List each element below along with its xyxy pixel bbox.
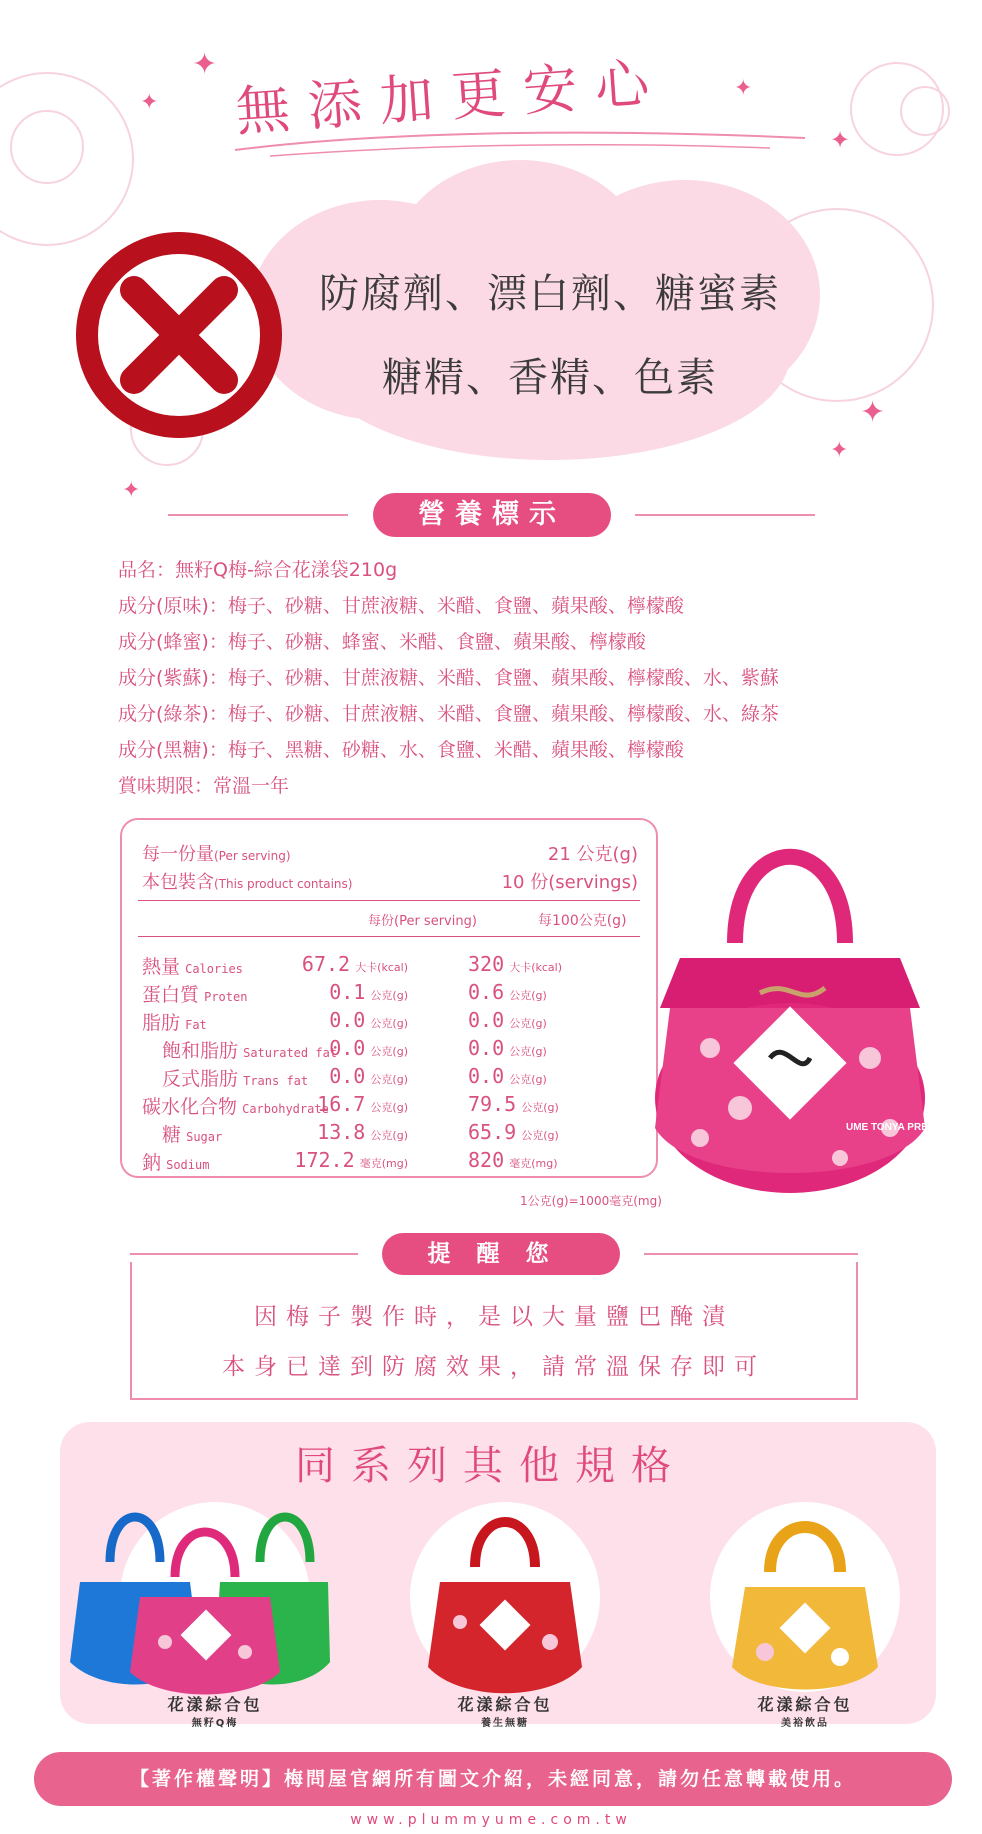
nutrient-per-serving: 0.0	[329, 1008, 366, 1032]
ingredient-line: 成分(蜂蜜)：梅子、砂糖、蜂蜜、米醋、食鹽、蘋果酸、檸檬酸	[118, 631, 646, 653]
sparkle-icon: ✦	[830, 438, 849, 463]
series-title: 同系列其他規格	[295, 1443, 687, 1489]
ingredient-list	[118, 552, 938, 804]
ingredient-line: 品名：無籽Q梅-綜合花漾袋210g	[118, 559, 398, 581]
nutrient-name: 糖	[162, 1124, 182, 1146]
ingredient-line: 成分(原味)：梅子、砂糖、甘蔗液糖、米醋、食鹽、蘋果酸、檸檬酸	[118, 595, 684, 617]
product-subtitle: 養生無糖	[481, 1718, 529, 1729]
product-image	[70, 1502, 330, 1692]
nutrient-name-en: Trans fat	[243, 1074, 309, 1088]
nutrient-per-serving: 0.1	[329, 980, 366, 1004]
col-per-100g: 每100公克(g)	[538, 913, 627, 929]
nutrient-unit: 公克(g)	[521, 1129, 559, 1142]
sparkle-icon: ✦	[122, 478, 141, 503]
hero-line-2: 糖精、香精、色素	[382, 355, 718, 401]
product-image	[710, 1502, 900, 1692]
nutrient-unit: 大卡(kcal)	[355, 961, 408, 974]
divider	[168, 514, 348, 516]
nutrient-name: 鈉	[142, 1152, 162, 1174]
unit-footnote: 1公克(g)=1000毫克(mg)	[520, 1194, 662, 1208]
contains-label-en: (This product contains)	[214, 877, 353, 891]
ingredient-line: 賞味期限：常溫一年	[118, 775, 290, 797]
nutrient-unit: 公克(g)	[370, 1017, 408, 1030]
nutrient-unit: 公克(g)	[370, 1101, 408, 1114]
nutrient-per-100g: 65.9	[468, 1120, 517, 1144]
nutrient-per-100g: 0.0	[468, 1036, 505, 1060]
sparkle-icon: ✦	[860, 395, 886, 430]
sparkle-icon: ✦	[734, 76, 753, 101]
nutrient-name: 碳水化合物	[142, 1096, 238, 1118]
nutrient-name: 熱量	[142, 956, 181, 978]
product-card[interactable]	[680, 1492, 930, 1702]
sparkle-icon: ✦	[830, 126, 851, 154]
gift-bag-illustration	[640, 808, 955, 1198]
divider	[635, 514, 815, 516]
nutrition-table	[120, 818, 658, 1178]
contains-label: 本包裝含	[142, 872, 214, 893]
nutrient-name: 脂肪	[142, 1012, 181, 1034]
nutrient-unit: 毫克(mg)	[509, 1157, 558, 1170]
contains-value: 10 份(servings)	[501, 872, 638, 893]
nutrient-unit: 公克(g)	[521, 1101, 559, 1114]
nutrient-name: 反式脂肪	[162, 1068, 239, 1090]
nutrient-name-en: Sodium	[166, 1158, 210, 1172]
nutrient-per-100g: 79.5	[468, 1092, 517, 1116]
ingredient-line: 成分(綠茶)：梅子、砂糖、甘蔗液糖、米醋、食鹽、蘋果酸、檸檬酸、水、綠茶	[118, 703, 779, 725]
nutrient-unit: 毫克(mg)	[359, 1157, 408, 1170]
serving-label: 每一份量	[142, 844, 214, 865]
col-per-serving: 每份(Per serving)	[368, 914, 477, 929]
product-subtitle: 無籽Q梅	[191, 1718, 239, 1729]
serving-label-en: (Per serving)	[214, 849, 291, 863]
nutrient-per-100g: 0.0	[468, 1008, 505, 1032]
product-card[interactable]	[70, 1492, 320, 1702]
nutrient-unit: 公克(g)	[509, 1017, 547, 1030]
nutrient-name-en: Calories	[185, 962, 243, 976]
nutrient-name-en: Fat	[185, 1018, 207, 1032]
nutrient-unit: 公克(g)	[370, 1045, 408, 1058]
nutrient-per-serving: 0.0	[329, 1036, 366, 1060]
nutrient-name-en: Saturated fat	[243, 1046, 338, 1060]
nutrient-name-en: Carbohydrate	[242, 1102, 329, 1116]
nutrient-name-en: Sugar	[186, 1130, 223, 1144]
nutrient-unit: 公克(g)	[370, 989, 408, 1002]
nutrient-per-serving: 67.2	[301, 952, 351, 976]
reminder-line-1: 因梅子製作時，是以大量鹽巴醃漬	[254, 1304, 734, 1330]
sparkle-icon: ✦	[140, 90, 159, 115]
nutrient-name: 蛋白質	[142, 984, 200, 1006]
table-rule	[138, 900, 640, 901]
site-url[interactable]: www.plummyume.com.tw	[350, 1812, 632, 1828]
reminder-line-2: 本身已達到防腐效果，請常溫保存即可	[222, 1354, 766, 1380]
nutrient-per-serving: 16.7	[317, 1092, 366, 1116]
divider	[644, 1253, 858, 1255]
nutrient-per-serving: 172.2	[294, 1148, 355, 1172]
nutrition-header: 營養標示	[373, 493, 611, 537]
product-card[interactable]	[350, 1492, 600, 1702]
nutrient-per-100g: 0.0	[468, 1064, 505, 1088]
nutrient-per-100g: 320	[468, 952, 505, 976]
table-rule	[138, 936, 640, 937]
nutrient-name: 飽和脂肪	[162, 1040, 239, 1062]
nutrient-unit: 大卡(kcal)	[509, 961, 563, 974]
hero-line-1: 防腐劑、漂白劑、糖蜜素	[319, 271, 781, 317]
nutrient-per-serving: 0.0	[329, 1064, 366, 1088]
nutrient-name-en: Proten	[204, 990, 248, 1004]
nutrient-unit: 公克(g)	[509, 1073, 547, 1086]
product-subtitle: 美裕飲品	[781, 1718, 829, 1729]
nutrient-unit: 公克(g)	[509, 989, 547, 1002]
product-name: 花漾綜合包	[457, 1695, 553, 1714]
sparkle-icon: ✦	[192, 47, 218, 82]
nutrient-unit: 公克(g)	[370, 1073, 408, 1086]
nutrient-per-100g: 0.6	[468, 980, 505, 1004]
ingredient-line: 成分(紫蘇)：梅子、砂糖、甘蔗液糖、米醋、食鹽、蘋果酸、檸檬酸、水、紫蘇	[118, 667, 779, 689]
copyright-notice: 【著作權聲明】梅問屋官網所有圖文介紹，未經同意，請勿任意轉載使用。	[34, 1752, 952, 1806]
contains-row	[142, 868, 642, 894]
nutrient-unit: 公克(g)	[370, 1129, 408, 1142]
bag-label: UME TONYA PRESENT	[846, 1122, 955, 1133]
hero-title: 無添加更安心	[233, 50, 670, 144]
reminder-header: 提醒您	[382, 1233, 620, 1275]
product-image	[410, 1502, 600, 1692]
serving-row	[142, 840, 642, 866]
prohibited-icon	[74, 230, 284, 440]
ingredient-line: 成分(黑糖)：梅子、黑糖、砂糖、水、食鹽、米醋、蘋果酸、檸檬酸	[118, 739, 684, 761]
product-name: 花漾綜合包	[757, 1695, 853, 1714]
nutrient-per-serving: 13.8	[317, 1120, 366, 1144]
product-name: 花漾綜合包	[167, 1695, 263, 1714]
title-swash	[230, 120, 810, 160]
serving-value: 21 公克(g)	[547, 844, 638, 865]
decor-ring	[900, 86, 950, 136]
decor-ring	[10, 110, 84, 184]
divider	[130, 1253, 358, 1255]
nutrient-per-100g: 820	[468, 1148, 505, 1172]
nutrient-unit: 公克(g)	[509, 1045, 547, 1058]
